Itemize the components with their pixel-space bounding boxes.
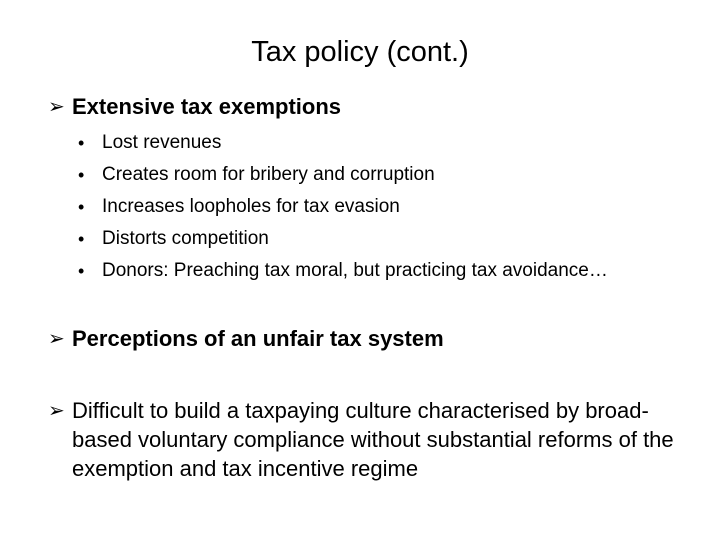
section-text: Difficult to build a taxpaying culture characterised by broad-based voluntary compliance without substantial reforms of the exemption and tax incentive regime [72, 398, 674, 481]
arrow-bullet-icon: ➢ [48, 398, 65, 422]
bullet-dot-icon: • [78, 165, 85, 185]
list-item-text: Increases loopholes for tax evasion [102, 196, 400, 217]
slide-title: Tax policy (cont.) [251, 36, 469, 68]
section-unfair-tax-system [48, 324, 708, 353]
list-item-text: Lost revenues [102, 132, 222, 153]
section-heading: Perceptions of an unfair tax system [72, 326, 444, 351]
list-item [78, 255, 708, 287]
list-item-text: Creates room for bribery and corruption [102, 164, 435, 185]
section-heading: Extensive tax exemptions [72, 94, 342, 119]
arrow-bullet-icon: ➢ [48, 326, 65, 350]
main-bullet [48, 92, 708, 121]
list-item [78, 191, 708, 223]
main-bullet [48, 324, 708, 353]
bullet-dot-icon: • [78, 229, 85, 249]
main-bullet [48, 396, 708, 483]
list-item [78, 223, 708, 255]
list-item [78, 127, 708, 159]
list-item [78, 159, 708, 191]
section-taxpaying-culture [48, 396, 708, 483]
bullet-dot-icon: • [78, 197, 85, 217]
bullet-dot-icon: • [78, 261, 85, 281]
section-extensive-tax-exemptions [48, 92, 708, 287]
bullet-dot-icon: • [78, 133, 85, 153]
sub-bullet-list [48, 127, 708, 287]
list-item-text: Distorts competition [102, 228, 269, 249]
arrow-bullet-icon: ➢ [48, 94, 65, 118]
list-item-text: Donors: Preaching tax moral, but practicing tax avoidance… [102, 260, 608, 281]
